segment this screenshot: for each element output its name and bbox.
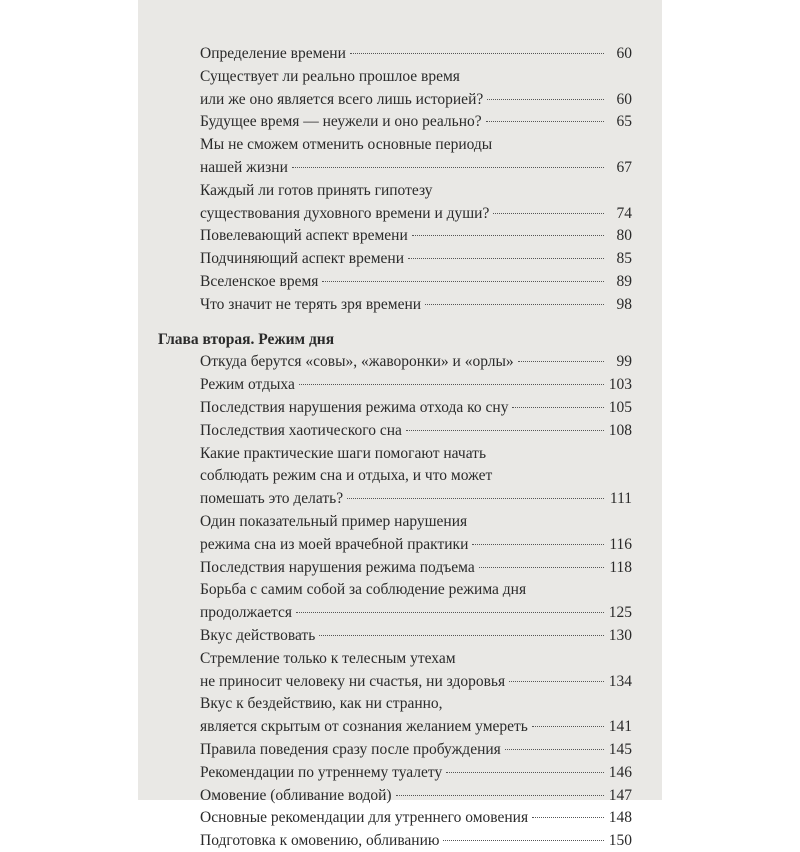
toc-entry-line [158, 465, 632, 487]
page-number: 148 [608, 809, 632, 827]
dot-leader [350, 53, 604, 54]
toc-entry-last-line [158, 625, 632, 647]
dot-leader [487, 99, 604, 100]
toc-entry-last-line [158, 739, 632, 761]
toc-entry-last-line [158, 271, 632, 293]
toc-entry-text: помешать это делать? [200, 490, 344, 508]
page-number: 145 [608, 741, 632, 758]
toc-entry-line [158, 443, 632, 465]
toc-entry-line [158, 180, 632, 202]
toc-entry-last-line [158, 248, 632, 270]
page-number: 141 [608, 718, 632, 736]
page-number: 103 [608, 376, 632, 394]
toc-entry-text: Один показательный пример нарушения [200, 513, 468, 530]
table-of-contents [158, 0, 632, 850]
page-number: 85 [616, 250, 632, 268]
toc-entry-last-line [158, 294, 632, 316]
page-number: 108 [608, 421, 632, 439]
page-number: 60 [616, 90, 632, 108]
chapter-title [158, 329, 632, 351]
toc-entry-text: является скрытым от сознания желанием умереть [200, 718, 528, 736]
toc-entry-text: Вкус к бездействию, как ни странно, [200, 695, 443, 713]
toc-entry-last-line [158, 785, 632, 807]
toc-entry-last-line [158, 43, 632, 65]
toc-entry-last-line [158, 351, 632, 373]
toc-entry-line [158, 134, 632, 156]
toc-entry-last-line [158, 397, 632, 419]
dot-leader [406, 430, 604, 431]
page-number: 99 [616, 353, 632, 371]
toc-entry-line [158, 579, 632, 601]
toc-entry-text: соблюдать режим сна и отдыха, и что может [200, 467, 493, 485]
toc-entry-last-line [158, 602, 632, 624]
toc-entry-last-line [158, 488, 632, 510]
toc-entry-text: Определение времени [200, 45, 346, 62]
dot-leader [443, 840, 604, 841]
dot-leader [319, 635, 604, 636]
dot-leader [532, 817, 604, 818]
toc-entry-line [158, 648, 632, 670]
page-number: 105 [608, 399, 632, 416]
page-number: 150 [608, 832, 632, 850]
toc-entry-last-line [158, 225, 632, 247]
toc-entry-last-line [158, 374, 632, 396]
toc-entry-text: Последствия нарушения режима подъема [200, 558, 475, 576]
toc-entry-text: Борьба с самим собой за соблюдение режима дня [200, 581, 527, 599]
toc-entry-line [158, 511, 632, 533]
page-number: 67 [616, 159, 632, 176]
page-number: 118 [609, 558, 632, 576]
toc-entry-last-line [158, 830, 632, 852]
dot-leader [396, 795, 604, 796]
page-number: 65 [616, 113, 632, 131]
dot-leader [446, 772, 604, 773]
toc-entry-text: Рекомендации по утреннему туалету [200, 763, 443, 781]
toc-entry-last-line [158, 89, 632, 111]
toc-entry-text: Повелевающий аспект времени [200, 227, 408, 245]
toc-entry-text: Подготовка к омовению, обливанию [200, 832, 440, 850]
toc-entry-text: Будущее время — неужели и оно реально? [200, 113, 482, 131]
toc-entry-last-line [158, 716, 632, 738]
dot-leader [493, 213, 604, 214]
toc-entry-last-line [158, 534, 632, 556]
dot-leader [425, 304, 604, 305]
dot-leader [412, 235, 604, 236]
toc-entry-last-line [158, 671, 632, 693]
page-number: 146 [608, 763, 632, 781]
dot-leader [509, 681, 604, 682]
page-number: 130 [608, 627, 632, 644]
toc-entry-text: Вселенское время [200, 273, 319, 290]
dot-leader [479, 567, 604, 568]
toc-entry-text: Мы не сможем отменить основные периоды [200, 136, 493, 154]
dot-leader [299, 384, 604, 385]
toc-entry-text: Какие практические шаги помогают начать [200, 444, 487, 462]
toc-entry-text: Стремление только к телесным утехам [200, 649, 456, 667]
toc-entry-text: Правила поведения сразу после пробуждения [200, 741, 501, 758]
dot-leader [408, 258, 604, 259]
book-page [138, 0, 662, 850]
toc-entry-last-line [158, 762, 632, 784]
dot-leader [292, 167, 604, 168]
toc-entry-text: Основные рекомендации для утреннего омовения [200, 809, 529, 827]
page-number: 60 [616, 45, 632, 62]
page-number: 89 [616, 273, 632, 290]
page-number: 116 [609, 535, 632, 553]
toc-entry-line [158, 693, 632, 715]
page-number: 98 [616, 295, 632, 313]
toc-entry-text: Омовение (обливание водой) [200, 786, 392, 804]
dot-leader [532, 726, 604, 727]
toc-entry-text: не приносит человеку ни счастья, ни здоровья [200, 672, 506, 690]
dot-leader [296, 612, 604, 613]
dot-leader [322, 281, 604, 282]
toc-entry-text: Откуда берутся «совы», «жаворонки» и «орлы» [200, 353, 514, 371]
toc-entry-line [158, 66, 632, 88]
page-number: 147 [608, 786, 632, 804]
toc-entry-text: нашей жизни [200, 159, 288, 176]
dot-leader [486, 121, 604, 122]
page-number: 134 [608, 672, 632, 690]
toc-entry-text: Существует ли реально прошлое время [200, 67, 460, 85]
toc-entry-last-line [158, 203, 632, 225]
dot-leader [347, 498, 604, 499]
toc-entry-last-line [158, 557, 632, 579]
dot-leader [472, 544, 604, 545]
toc-entry-text: Глава вторая. Режим дня [158, 330, 335, 348]
dot-leader [518, 361, 604, 362]
page-number: 74 [616, 204, 632, 222]
dot-leader [505, 749, 604, 750]
toc-entry-text: Подчиняющий аспект времени [200, 250, 405, 268]
page-number: 80 [616, 227, 632, 245]
toc-entry-text: существования духовного времени и души? [200, 204, 490, 222]
toc-entry-last-line [158, 807, 632, 829]
toc-entry-last-line [158, 420, 632, 442]
toc-entry-text: Последствия нарушения режима отхода ко сну [200, 399, 509, 416]
toc-entry-text: режима сна из моей врачебной практики [200, 535, 469, 553]
toc-entry-text: Каждый ли готов принять гипотезу [200, 181, 433, 199]
toc-entry-text: продолжается [200, 604, 292, 622]
toc-entry-last-line [158, 111, 632, 133]
toc-entry-last-line [158, 157, 632, 179]
toc-entry-text: Что значит не терять зря времени [200, 295, 422, 313]
toc-entry-text: Вкус действовать [200, 627, 316, 644]
toc-entry-text: Режим отдыха [200, 376, 295, 394]
toc-entry-text: или же оно является всего лишь историей? [200, 90, 484, 108]
page-number: 125 [608, 604, 632, 622]
dot-leader [512, 407, 604, 408]
page-number: 111 [609, 490, 632, 508]
toc-entry-text: Последствия хаотического сна [200, 421, 402, 439]
